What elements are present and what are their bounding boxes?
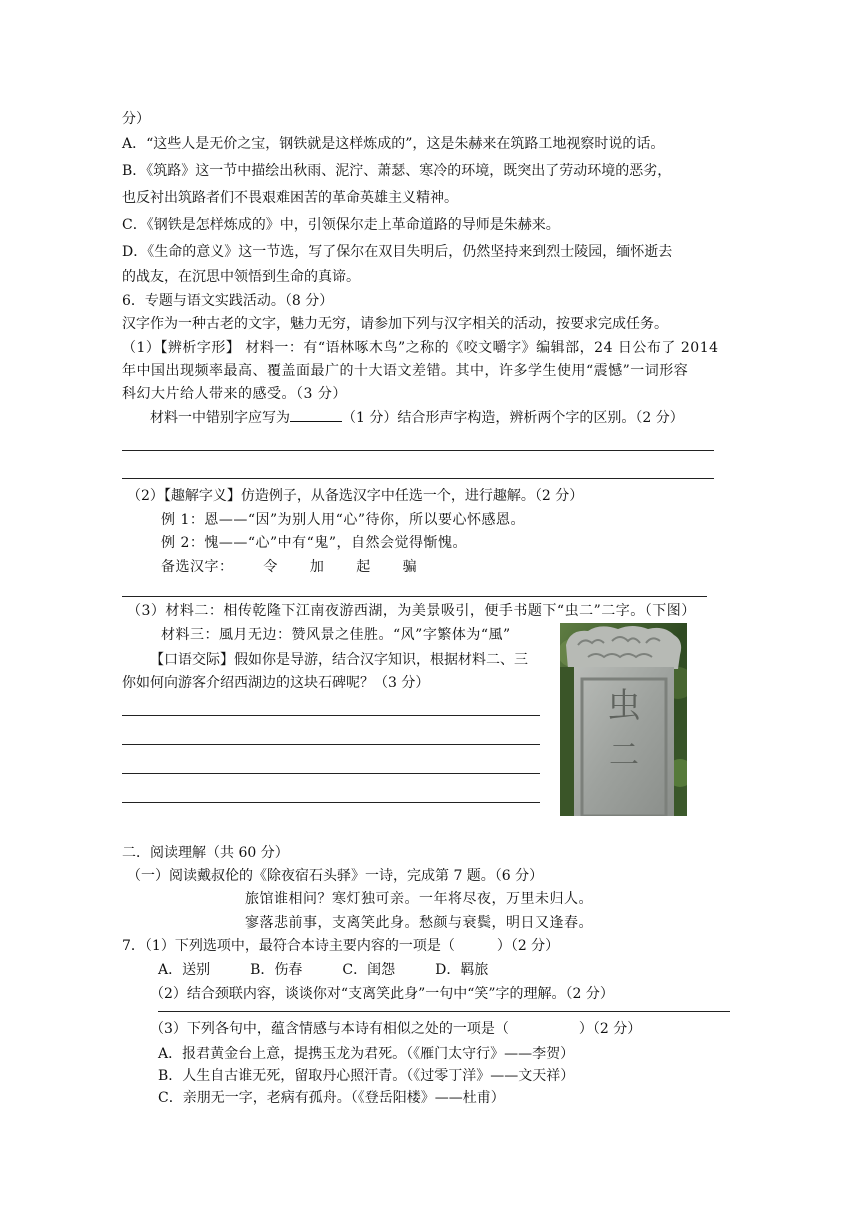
q7-option: B．伤春 bbox=[250, 962, 303, 978]
q7-part3-option-c: C．亲朋无一字，老病有孤舟。（《登岳阳楼》——杜甫） bbox=[158, 1090, 505, 1106]
stele-image bbox=[560, 623, 687, 816]
q7-part1: 7．（1）下列选项中，最符合本诗主要内容的一项是（ ）（2 分） bbox=[122, 938, 560, 954]
answer-line[interactable] bbox=[122, 744, 540, 745]
q7-part3-option-b: B．人生自古谁无死，留取丹心照汗青。（《过零丁洋》——文天祥） bbox=[158, 1068, 575, 1084]
candidate-char: 令 bbox=[263, 559, 278, 575]
candidate-char: 骗 bbox=[402, 559, 418, 575]
q6-part3-line1: （3）材料二：相传乾隆下江南夜游西湖，为美景吸引，便手书题下“虫二”二字。（下图） bbox=[127, 603, 696, 619]
answer-blank[interactable] bbox=[290, 407, 342, 422]
q6-part3-line2: 材料三：風月无边：赞风景之佳胜。“风”字繁体为“風” bbox=[161, 627, 511, 643]
q6-part1-line1: （1）【辨析字形】 材料一：有“语林啄木鸟”之称的《咬文嚼字》编辑部，24 日公布了 2014 bbox=[122, 340, 719, 356]
q7-part3: （3）下列各句中，蕴含情感与本诗有相似之处的一项是（ ）（2 分） bbox=[150, 1021, 642, 1037]
poem-line2: 寥落悲前事，支离笑此身。愁颜与衰鬓，明日又逢春。 bbox=[245, 915, 593, 931]
q5-option-b-line2: 也反衬出筑路者们不畏艰难困苦的革命英雄主义精神。 bbox=[122, 190, 458, 206]
q6-part2-example2: 例 2：愧——“心”中有“鬼”，自然会觉得惭愧。 bbox=[161, 535, 467, 551]
q6-part1-line2: 年中国出现频率最高、覆盖面最广的十大语文差错。其中，许多学生使用“震憾”一词形容 bbox=[122, 363, 689, 379]
answer-line[interactable] bbox=[122, 478, 714, 479]
q6-part1-question-b: （1 分）结合形声字构造，辨析两个字的区别。（2 分） bbox=[342, 410, 684, 426]
q5-tail: 分） bbox=[122, 111, 150, 127]
q6-title: 6．专题与语文实践活动。（8 分） bbox=[122, 293, 334, 309]
poem-line1: 旅馆谁相问？寒灯独可亲。一年将尽夜，万里未归人。 bbox=[245, 891, 593, 907]
q5-option-a: A．“这些人是无价之宝，钢铁就是这样炼成的”，这是朱赫来在筑路工地视察时说的话。 bbox=[122, 136, 665, 152]
q7-option: D．羁旅 bbox=[435, 962, 489, 978]
stele-char: 虫 bbox=[607, 686, 641, 726]
section2-title: 二．阅读理解（共 60 分） bbox=[122, 845, 289, 861]
q5-option-d-line2: 的战友，在沉思中领悟到生命的真谛。 bbox=[122, 269, 360, 285]
q7-option: A．送别 bbox=[158, 962, 211, 978]
stele-photo bbox=[560, 623, 687, 816]
q5-option-b-line1: B．《筑路》这一节中描绘出秋雨、泥泞、萧瑟、寒冷的环境，既突出了劳动环境的恶劣， bbox=[122, 163, 672, 179]
q5-option-c: C．《钢铁是怎样炼成的》中，引领保尔走上革命道路的导师是朱赫来。 bbox=[122, 217, 560, 233]
stele-char: 二 bbox=[609, 738, 639, 773]
answer-line[interactable] bbox=[122, 773, 540, 774]
q5-option-d-line1: D．《生命的意义》这一节选，写了保尔在双目失明后，仍然坚持来到烈士陵园，缅怀逝去 bbox=[122, 244, 673, 260]
answer-line[interactable] bbox=[122, 802, 540, 803]
q6-part2-candidates bbox=[161, 556, 417, 579]
q6-part2-example1: 例 1：恩——“因”为别人用“心”待你，所以要心怀感恩。 bbox=[161, 512, 525, 528]
q6-part3-line4: 你如何向游客介绍西湖边的这块石碑呢？（3 分） bbox=[122, 675, 430, 691]
q6-part3-line3: 【口语交际】假如你是导游，结合汉字知识，根据材料二、三 bbox=[150, 652, 528, 668]
q6-intro: 汉字作为一种古老的文字，魅力无穷，请参加下列与汉字相关的活动，按要求完成任务。 bbox=[122, 316, 668, 332]
candidate-char: 起 bbox=[356, 559, 371, 575]
answer-line[interactable] bbox=[122, 596, 707, 597]
q6-part1-line3: 科幻大片给人带来的感受。（3 分） bbox=[122, 386, 347, 402]
q7-part2: （2）结合颈联内容，谈谈你对“支离笑此身”一句中“笑”字的理解。（2 分） bbox=[150, 986, 614, 1002]
q6-part1-question-a: 材料一中错别字应写为 bbox=[150, 410, 290, 426]
answer-line[interactable] bbox=[122, 715, 540, 716]
q7-part1-options bbox=[158, 959, 488, 982]
section2-part1: （一）阅读戴叔伦的《除夜宿石头驿》一诗，完成第 7 题。（6 分） bbox=[127, 868, 544, 884]
q7-part3-option-a: A．报君黄金台上意，提携玉龙为君死。（《雁门太守行》——李贺） bbox=[158, 1046, 575, 1062]
answer-line[interactable] bbox=[122, 450, 714, 451]
answer-line[interactable] bbox=[158, 1011, 730, 1012]
q6-part2-title: （2）【趣解字义】仿造例子，从备选汉字中任选一个，进行趣解。（2 分） bbox=[127, 488, 584, 504]
q6-part1-question bbox=[150, 407, 684, 430]
candidates-label: 备选汉字： bbox=[161, 559, 234, 575]
candidate-char: 加 bbox=[309, 559, 325, 575]
q7-option: C．闺怨 bbox=[342, 962, 396, 978]
